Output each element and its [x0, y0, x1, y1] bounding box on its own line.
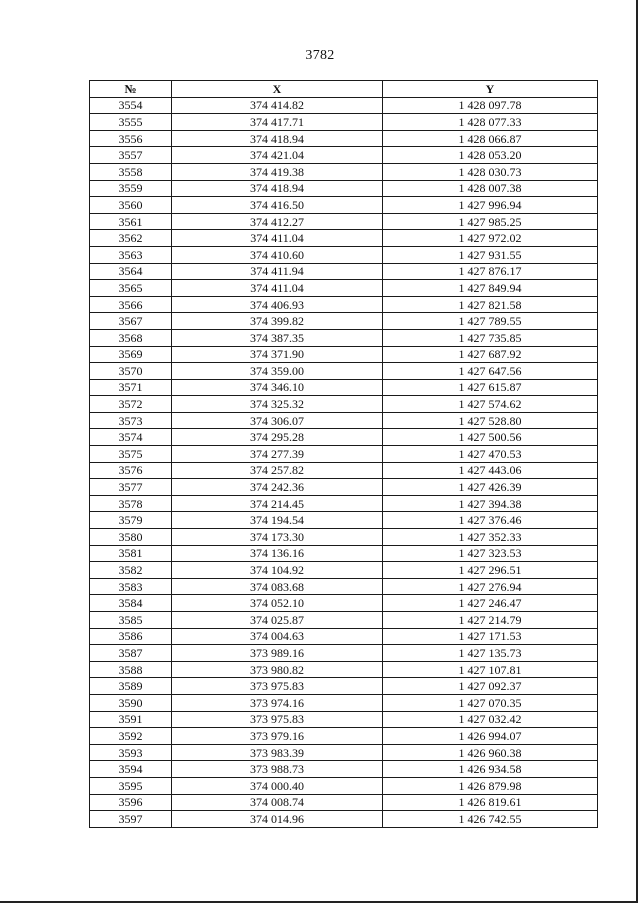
- point-number-cell: 3578: [90, 495, 172, 512]
- table-row: [90, 645, 598, 662]
- y-coordinate-cell: 1 427 972.02: [383, 230, 598, 247]
- table-row: [90, 313, 598, 330]
- table-row: [90, 329, 598, 346]
- x-coordinate-cell: 374 406.93: [172, 296, 383, 313]
- table-row: [90, 761, 598, 778]
- x-coordinate-cell: 374 417.71: [172, 114, 383, 131]
- point-number-cell: 3587: [90, 645, 172, 662]
- point-number-cell: 3597: [90, 811, 172, 828]
- y-coordinate-cell: 1 427 394.38: [383, 495, 598, 512]
- y-coordinate-cell: 1 427 735.85: [383, 329, 598, 346]
- x-coordinate-cell: 374 325.32: [172, 396, 383, 413]
- y-coordinate-cell: 1 427 246.47: [383, 595, 598, 612]
- x-coordinate-cell: 374 410.60: [172, 246, 383, 263]
- x-coordinate-cell: 374 295.28: [172, 429, 383, 446]
- table-row: [90, 346, 598, 363]
- point-number-cell: 3569: [90, 346, 172, 363]
- y-coordinate-cell: 1 427 443.06: [383, 462, 598, 479]
- x-coordinate-cell: 374 136.16: [172, 545, 383, 562]
- table-row: [90, 412, 598, 429]
- x-coordinate-cell: 373 980.82: [172, 661, 383, 678]
- table-row: [90, 114, 598, 131]
- x-coordinate-cell: 374 411.04: [172, 230, 383, 247]
- x-coordinate-cell: 374 257.82: [172, 462, 383, 479]
- y-coordinate-cell: 1 427 296.51: [383, 562, 598, 579]
- table-row: [90, 97, 598, 114]
- table-row: [90, 147, 598, 164]
- y-coordinate-cell: 1 426 742.55: [383, 811, 598, 828]
- point-number-cell: 3584: [90, 595, 172, 612]
- x-coordinate-cell: 373 974.16: [172, 694, 383, 711]
- point-number-cell: 3555: [90, 114, 172, 131]
- point-number-cell: 3574: [90, 429, 172, 446]
- point-number-cell: 3558: [90, 163, 172, 180]
- point-number-cell: 3565: [90, 280, 172, 297]
- page-number: 3782: [305, 48, 335, 63]
- table-row: [90, 728, 598, 745]
- table-header-row: [90, 81, 598, 98]
- point-number-cell: 3554: [90, 97, 172, 114]
- point-number-cell: 3573: [90, 412, 172, 429]
- table-row: [90, 479, 598, 496]
- point-number-cell: 3582: [90, 562, 172, 579]
- point-number-cell: 3589: [90, 678, 172, 695]
- x-coordinate-cell: 374 306.07: [172, 412, 383, 429]
- y-coordinate-cell: 1 428 066.87: [383, 130, 598, 147]
- point-number-cell: 3567: [90, 313, 172, 330]
- x-coordinate-cell: 373 983.39: [172, 744, 383, 761]
- table-row: [90, 694, 598, 711]
- x-coordinate-cell: 374 052.10: [172, 595, 383, 612]
- x-coordinate-cell: 374 419.38: [172, 163, 383, 180]
- y-coordinate-cell: 1 426 934.58: [383, 761, 598, 778]
- point-number-cell: 3591: [90, 711, 172, 728]
- table-row: [90, 280, 598, 297]
- x-coordinate-cell: 373 989.16: [172, 645, 383, 662]
- y-coordinate-cell: 1 427 615.87: [383, 379, 598, 396]
- x-coordinate-cell: 374 416.50: [172, 197, 383, 214]
- x-coordinate-cell: 374 346.10: [172, 379, 383, 396]
- y-coordinate-cell: 1 427 070.35: [383, 694, 598, 711]
- x-coordinate-cell: 374 412.27: [172, 213, 383, 230]
- x-coordinate-cell: 374 014.96: [172, 811, 383, 828]
- y-coordinate-cell: 1 427 985.25: [383, 213, 598, 230]
- point-number-cell: 3575: [90, 446, 172, 463]
- point-number-cell: 3596: [90, 794, 172, 811]
- x-coordinate-cell: 374 104.92: [172, 562, 383, 579]
- table-row: [90, 197, 598, 214]
- y-coordinate-cell: 1 426 819.61: [383, 794, 598, 811]
- x-coordinate-cell: 374 418.94: [172, 180, 383, 197]
- x-coordinate-cell: 373 988.73: [172, 761, 383, 778]
- point-number-cell: 3580: [90, 529, 172, 546]
- table-row: [90, 529, 598, 546]
- y-coordinate-cell: 1 426 994.07: [383, 728, 598, 745]
- y-coordinate-cell: 1 427 876.17: [383, 263, 598, 280]
- table-row: [90, 163, 598, 180]
- y-coordinate-cell: 1 426 960.38: [383, 744, 598, 761]
- table-row: [90, 363, 598, 380]
- point-number-cell: 3588: [90, 661, 172, 678]
- y-coordinate-cell: 1 428 097.78: [383, 97, 598, 114]
- table-row: [90, 628, 598, 645]
- table-row: [90, 446, 598, 463]
- y-coordinate-cell: 1 427 687.92: [383, 346, 598, 363]
- point-number-cell: 3592: [90, 728, 172, 745]
- point-number-cell: 3572: [90, 396, 172, 413]
- y-coordinate-cell: 1 427 789.55: [383, 313, 598, 330]
- y-coordinate-cell: 1 427 376.46: [383, 512, 598, 529]
- coordinates-table: [89, 80, 598, 828]
- table-row: [90, 512, 598, 529]
- y-coordinate-cell: 1 427 092.37: [383, 678, 598, 695]
- x-coordinate-cell: 374 359.00: [172, 363, 383, 380]
- table-row: [90, 130, 598, 147]
- y-coordinate-cell: 1 428 053.20: [383, 147, 598, 164]
- x-coordinate-cell: 374 194.54: [172, 512, 383, 529]
- x-coordinate-cell: 374 411.04: [172, 280, 383, 297]
- table-row: [90, 180, 598, 197]
- table-row: [90, 595, 598, 612]
- table-row: [90, 379, 598, 396]
- point-number-cell: 3562: [90, 230, 172, 247]
- x-coordinate-cell: 373 975.83: [172, 678, 383, 695]
- table-row: [90, 777, 598, 794]
- x-coordinate-cell: 374 025.87: [172, 612, 383, 629]
- point-number-cell: 3571: [90, 379, 172, 396]
- table-row: [90, 744, 598, 761]
- y-coordinate-cell: 1 427 214.79: [383, 612, 598, 629]
- x-coordinate-cell: 374 399.82: [172, 313, 383, 330]
- point-number-cell: 3563: [90, 246, 172, 263]
- point-number-cell: 3577: [90, 479, 172, 496]
- x-coordinate-cell: 374 083.68: [172, 578, 383, 595]
- table-row: [90, 562, 598, 579]
- y-coordinate-cell: 1 426 879.98: [383, 777, 598, 794]
- x-coordinate-cell: 374 277.39: [172, 446, 383, 463]
- table-row: [90, 462, 598, 479]
- x-coordinate-cell: 373 979.16: [172, 728, 383, 745]
- point-number-cell: 3585: [90, 612, 172, 629]
- x-coordinate-cell: 374 418.94: [172, 130, 383, 147]
- x-coordinate-cell: 374 004.63: [172, 628, 383, 645]
- table-body: [90, 97, 598, 827]
- table-row: [90, 811, 598, 828]
- table-row: [90, 213, 598, 230]
- y-coordinate-cell: 1 428 030.73: [383, 163, 598, 180]
- point-number-cell: 3576: [90, 462, 172, 479]
- x-coordinate-cell: 374 411.94: [172, 263, 383, 280]
- y-coordinate-cell: 1 427 528.80: [383, 412, 598, 429]
- y-coordinate-cell: 1 427 107.81: [383, 661, 598, 678]
- column-header-x: X: [172, 81, 383, 98]
- y-coordinate-cell: 1 427 276.94: [383, 578, 598, 595]
- x-coordinate-cell: 374 414.82: [172, 97, 383, 114]
- table-row: [90, 396, 598, 413]
- y-coordinate-cell: 1 427 574.62: [383, 396, 598, 413]
- y-coordinate-cell: 1 427 135.73: [383, 645, 598, 662]
- x-coordinate-cell: 373 975.83: [172, 711, 383, 728]
- point-number-cell: 3579: [90, 512, 172, 529]
- table-row: [90, 296, 598, 313]
- y-coordinate-cell: 1 427 470.53: [383, 446, 598, 463]
- column-header-y: Y: [383, 81, 598, 98]
- x-coordinate-cell: 374 173.30: [172, 529, 383, 546]
- point-number-cell: 3560: [90, 197, 172, 214]
- point-number-cell: 3568: [90, 329, 172, 346]
- point-number-cell: 3595: [90, 777, 172, 794]
- x-coordinate-cell: 374 421.04: [172, 147, 383, 164]
- x-coordinate-cell: 374 214.45: [172, 495, 383, 512]
- y-coordinate-cell: 1 427 647.56: [383, 363, 598, 380]
- table-row: [90, 678, 598, 695]
- table-row: [90, 612, 598, 629]
- point-number-cell: 3593: [90, 744, 172, 761]
- point-number-cell: 3564: [90, 263, 172, 280]
- table-row: [90, 230, 598, 247]
- x-coordinate-cell: 374 242.36: [172, 479, 383, 496]
- point-number-cell: 3566: [90, 296, 172, 313]
- table-row: [90, 246, 598, 263]
- point-number-cell: 3570: [90, 363, 172, 380]
- y-coordinate-cell: 1 427 821.58: [383, 296, 598, 313]
- x-coordinate-cell: 374 000.40: [172, 777, 383, 794]
- y-coordinate-cell: 1 427 996.94: [383, 197, 598, 214]
- point-number-cell: 3557: [90, 147, 172, 164]
- point-number-cell: 3581: [90, 545, 172, 562]
- column-header-number: №: [90, 81, 172, 98]
- table-row: [90, 263, 598, 280]
- table-row: [90, 578, 598, 595]
- point-number-cell: 3594: [90, 761, 172, 778]
- point-number-cell: 3561: [90, 213, 172, 230]
- table-row: [90, 711, 598, 728]
- table-row: [90, 661, 598, 678]
- y-coordinate-cell: 1 428 007.38: [383, 180, 598, 197]
- table-row: [90, 495, 598, 512]
- point-number-cell: 3559: [90, 180, 172, 197]
- y-coordinate-cell: 1 427 032.42: [383, 711, 598, 728]
- y-coordinate-cell: 1 427 352.33: [383, 529, 598, 546]
- point-number-cell: 3583: [90, 578, 172, 595]
- y-coordinate-cell: 1 427 323.53: [383, 545, 598, 562]
- y-coordinate-cell: 1 427 171.53: [383, 628, 598, 645]
- x-coordinate-cell: 374 371.90: [172, 346, 383, 363]
- point-number-cell: 3556: [90, 130, 172, 147]
- table-row: [90, 429, 598, 446]
- table-row: [90, 545, 598, 562]
- x-coordinate-cell: 374 008.74: [172, 794, 383, 811]
- point-number-cell: 3586: [90, 628, 172, 645]
- y-coordinate-cell: 1 427 849.94: [383, 280, 598, 297]
- y-coordinate-cell: 1 428 077.33: [383, 114, 598, 131]
- y-coordinate-cell: 1 427 426.39: [383, 479, 598, 496]
- x-coordinate-cell: 374 387.35: [172, 329, 383, 346]
- point-number-cell: 3590: [90, 694, 172, 711]
- y-coordinate-cell: 1 427 500.56: [383, 429, 598, 446]
- table-row: [90, 794, 598, 811]
- y-coordinate-cell: 1 427 931.55: [383, 246, 598, 263]
